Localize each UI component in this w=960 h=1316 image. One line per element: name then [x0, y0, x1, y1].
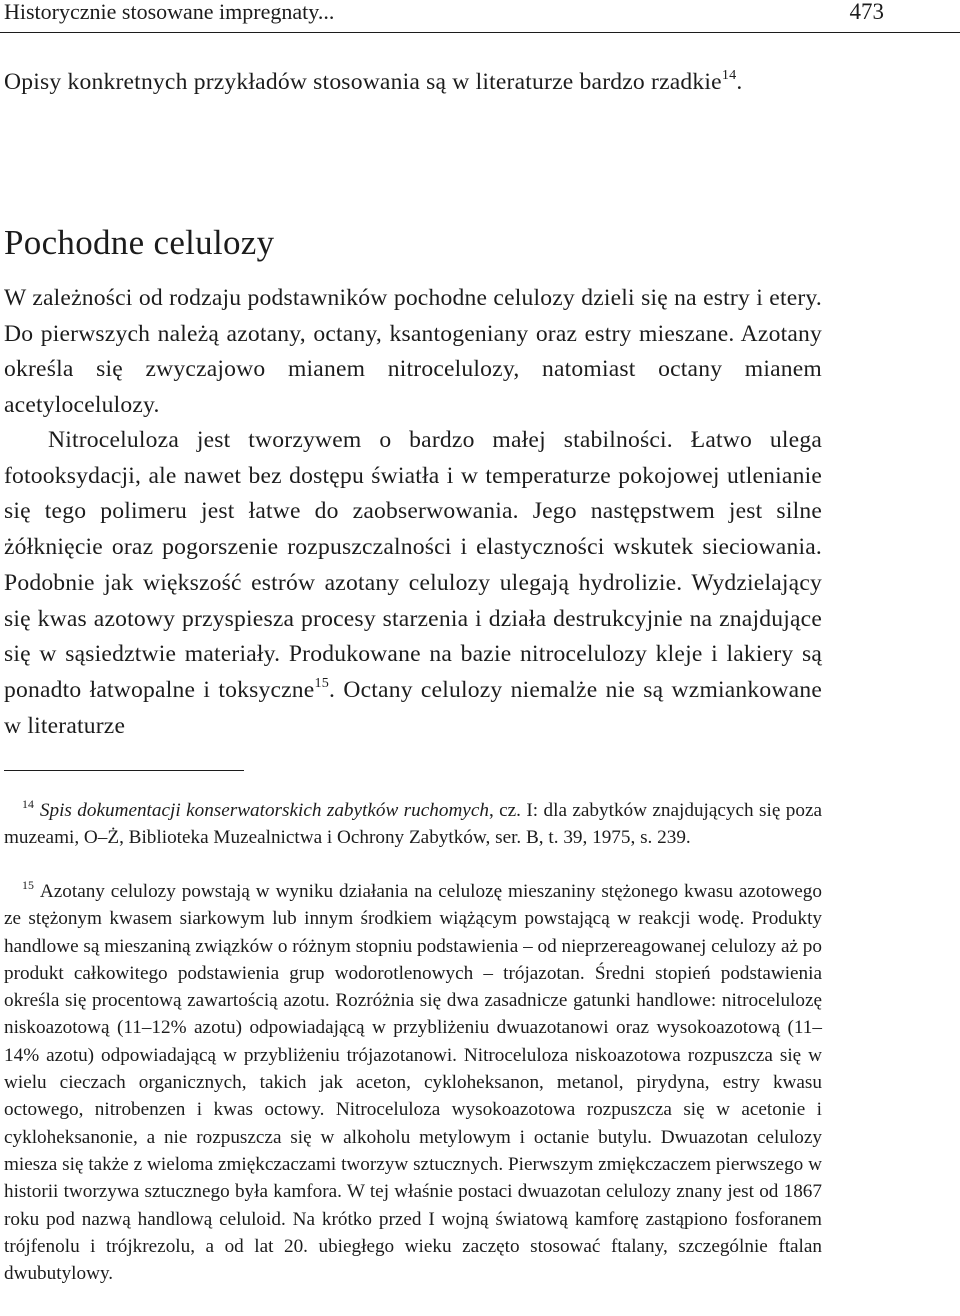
footnote-text: Azotany celulozy powstają w wyniku działania na celulozę mieszaniny stężonego kwasu azotowego ze stężonym kwasem siarkowym lub innym środkiem wiążącym powstającą w reakcji wodę. Produkty handlowe są mieszaniną związków o różnym stopniu podstawienia – od nieprzereagowanej celulozy aż po produkt całkowitego podstawienia grup wodorotlenowych – trójazotan. Średni stopień podstawienia określa się procentową zawartością azotu. Rozróżnia się dwa zasadnicze gatunki handlowe: nitrocelulozę niskoazotową (11–12% azotu) odpowiadającą w przybliżeniu dwuazotanowi oraz wysokoazotową (11–14% azotu) odpowiadającą w przybliżeniu trójazotanowi. Nitroceluloza niskoazotowa rozpuszcza się w wielu cieczach organicznych, takich jak aceton, cykloheksanon, metanol, pirydyna, estry kwasu octowego, nitrobenzen i kwas octowy. Nitroceluloza wysokoazotowa rozpuszcza się w acetonie i cykloheksanonie, a nie rozpuszcza się w alkoholu metylowym i octanie butylu. Dwuazotan celulozy miesza się także z wieloma zmiękczaczami tworzyw sztucznych. Pierwszym zmiękczaczem pierwszego w historii tworzywa sztucznego była kamfora. W tej właśnie postaci dwuazotan celulozy znany jest od 1867 roku pod nazwą handlową celuloid. Na krótko przed I wojną światową kamforę zastąpiono fosforanem trójfenolu i trójkrezolu, a od lat 20. ubiegłego wieku zaczęto stosować ftalany, szczególnie ftalan dwubutylowy.	[4, 881, 822, 1285]
running-head	[4, 0, 884, 30]
paragraph-text-end: . Octany celulozy niemalże nie są wzmiankowane w literaturze	[4, 676, 822, 739]
intro-paragraph	[4, 65, 822, 101]
footnote-text: , cz. I: dla zabytków znajdujących się poza muzeami, O–Ż, Biblioteka Muzealnictwa i Ochrony Zabytków, ser. B, t. 39, 1975, s. 239.	[4, 800, 822, 849]
page-number: 473	[849, 0, 884, 24]
footnote-14	[4, 797, 822, 852]
footnote-rule	[4, 770, 244, 771]
paragraph-text: Nitroceluloza jest tworzywem o bardzo małej stabilności. Łatwo ulega fotooksydacji, ale nawet bez dostępu światła i w temperaturze pokojowej utlenianie się tego polimeru jest łatwe do zaobserwowania. Jego następstwem jest silne żółknięcie oraz pogorszenie rozpuszczalności i elastyczności wskutek sieciowania. Podobnie jak większość estrów azotany celulozy ulegają hydrolizie. Wydzielający się kwas azotowy przyspiesza procesy starzenia i działa destrukcyjnie na znajdujące się w sąsiedztwie materiały. Produkowane na bazie nitrocelulozy kleje i lakiery są ponadto łatwopalne i toksyczne	[4, 427, 822, 703]
section-heading: Pochodne celulozy	[4, 223, 275, 263]
footnote-15	[4, 878, 822, 1287]
header-rule	[0, 32, 960, 33]
running-title: Historycznie stosowane impregnaty...	[4, 0, 335, 24]
intro-text: Opisy konkretnych przykładów stosowania są w literaturze bardzo rzadkie	[4, 69, 722, 95]
section-paragraph-2	[4, 423, 822, 744]
footnote-number: 15	[22, 878, 34, 893]
paragraph-text: W zależności od rodzaju podstawników pochodne celulozy dzieli się na estry i etery. Do pierwszych należą azotany, octany, ksantogeniany oraz estry mieszane. Azotany określa się zwyczajowo mianem nitrocelulozy, natomiast octany mianem acetylocelulozy.	[4, 285, 822, 419]
footnote-ref-15: 15	[314, 675, 330, 692]
section-paragraph-1	[4, 281, 822, 424]
intro-end: .	[736, 69, 743, 95]
footnote-ref-14: 14	[721, 67, 737, 84]
footnote-number: 14	[22, 797, 34, 812]
footnote-source-title: Spis dokumentacji konserwatorskich zabytków ruchomych	[39, 800, 489, 821]
